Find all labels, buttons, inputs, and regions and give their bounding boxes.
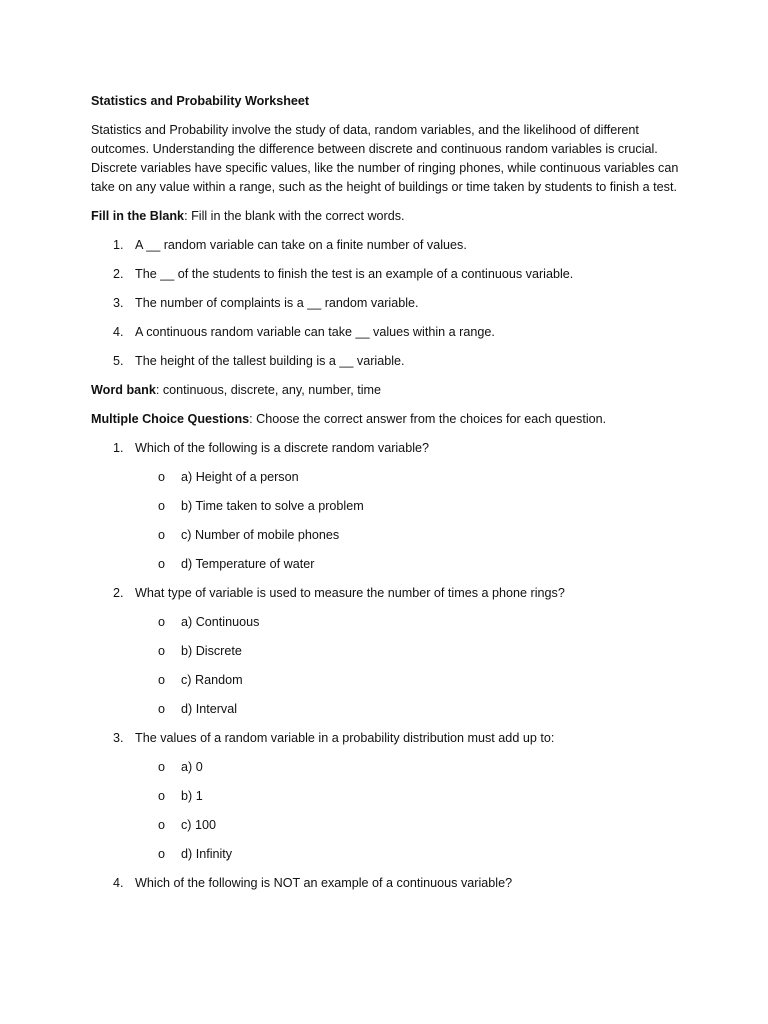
option-text: a) 0 — [181, 760, 203, 774]
fill-blank-list — [91, 236, 691, 371]
option-text: d) Interval — [181, 702, 237, 716]
question-number: 1. — [113, 441, 124, 455]
answer-option — [135, 671, 691, 690]
item-number: 2. — [113, 267, 124, 281]
fill-blank-heading: Fill in the Blank — [91, 209, 185, 223]
question-number: 3. — [113, 731, 124, 745]
mcq-instructions — [91, 410, 691, 429]
bullet-marker: o — [158, 702, 166, 716]
option-text: b) Time taken to solve a problem — [181, 499, 364, 513]
bullet-marker: o — [158, 557, 166, 571]
question-number: 2. — [113, 586, 124, 600]
item-text: The __ of the students to finish the test is an example of a continuous variable. — [135, 267, 574, 281]
option-text: c) Random — [181, 673, 243, 687]
answer-option — [135, 497, 691, 516]
item-text: A __ random variable can take on a finite number of values. — [135, 238, 467, 252]
option-list — [135, 758, 691, 864]
option-text: a) Height of a person — [181, 470, 299, 484]
option-text: d) Temperature of water — [181, 557, 315, 571]
answer-option — [135, 468, 691, 487]
bullet-marker: o — [158, 644, 166, 658]
option-list — [135, 613, 691, 719]
item-number: 4. — [113, 325, 124, 339]
option-text: b) Discrete — [181, 644, 242, 658]
bullet-marker: o — [158, 760, 166, 774]
question-text: Which of the following is NOT an example of a continuous variable? — [135, 876, 513, 890]
item-number: 1. — [113, 238, 124, 252]
fill-blank-item — [91, 265, 691, 284]
answer-option — [135, 700, 691, 719]
answer-option — [135, 613, 691, 632]
mcq-question — [91, 874, 691, 893]
bullet-marker: o — [158, 847, 166, 861]
bullet-marker: o — [158, 499, 166, 513]
fill-blank-item — [91, 294, 691, 313]
answer-option — [135, 758, 691, 777]
option-text: b) 1 — [181, 789, 203, 803]
answer-option — [135, 526, 691, 545]
answer-option — [135, 816, 691, 835]
question-text: The values of a random variable in a probability distribution must add up to: — [135, 731, 555, 745]
fill-blank-instructions — [91, 207, 691, 226]
option-text: c) 100 — [181, 818, 217, 832]
mcq-heading: Multiple Choice Questions — [91, 412, 250, 426]
option-list — [135, 468, 691, 574]
bullet-marker: o — [158, 818, 166, 832]
item-text: The number of complaints is a __ random variable. — [135, 296, 419, 310]
option-text: a) Continuous — [181, 615, 260, 629]
fill-blank-instruction: : Fill in the blank with the correct words. — [184, 209, 405, 223]
item-text: The height of the tallest building is a __ variable. — [135, 354, 405, 368]
word-bank — [91, 381, 691, 400]
answer-option — [135, 845, 691, 864]
word-bank-words: : continuous, discrete, any, number, time — [155, 383, 382, 397]
worksheet-title: Statistics and Probability Worksheet — [91, 94, 310, 108]
fill-blank-item — [91, 352, 691, 371]
answer-option — [135, 555, 691, 574]
intro-paragraph: Statistics and Probability involve the study of data, random variables, and the likelihood of different outcomes. Understanding the difference between discrete and continuous random variables is crucial. Discrete variables have specific values, like the number of ringing phones, while continuous variables can take on any value within a range, such as the height of buildings or time taken by students to finish a test. — [91, 123, 679, 194]
answer-option — [135, 787, 691, 806]
fill-blank-item — [91, 236, 691, 255]
fill-blank-item — [91, 323, 691, 342]
question-number: 4. — [113, 876, 124, 890]
question-text: Which of the following is a discrete random variable? — [135, 441, 429, 455]
worksheet-content — [91, 92, 691, 903]
mcq-question — [91, 584, 691, 719]
option-text: d) Infinity — [181, 847, 233, 861]
bullet-marker: o — [158, 528, 166, 542]
question-text: What type of variable is used to measure the number of times a phone rings? — [135, 586, 565, 600]
bullet-marker: o — [158, 615, 166, 629]
answer-option — [135, 642, 691, 661]
item-number: 3. — [113, 296, 124, 310]
bullet-marker: o — [158, 789, 166, 803]
mcq-question — [91, 729, 691, 864]
mcq-question — [91, 439, 691, 574]
bullet-marker: o — [158, 673, 166, 687]
bullet-marker: o — [158, 470, 166, 484]
word-bank-heading: Word bank — [91, 383, 156, 397]
item-number: 5. — [113, 354, 124, 368]
mcq-instruction: : Choose the correct answer from the choices for each question. — [249, 412, 607, 426]
option-text: c) Number of mobile phones — [181, 528, 340, 542]
mcq-list — [91, 439, 691, 893]
item-text: A continuous random variable can take __ values within a range. — [135, 325, 495, 339]
